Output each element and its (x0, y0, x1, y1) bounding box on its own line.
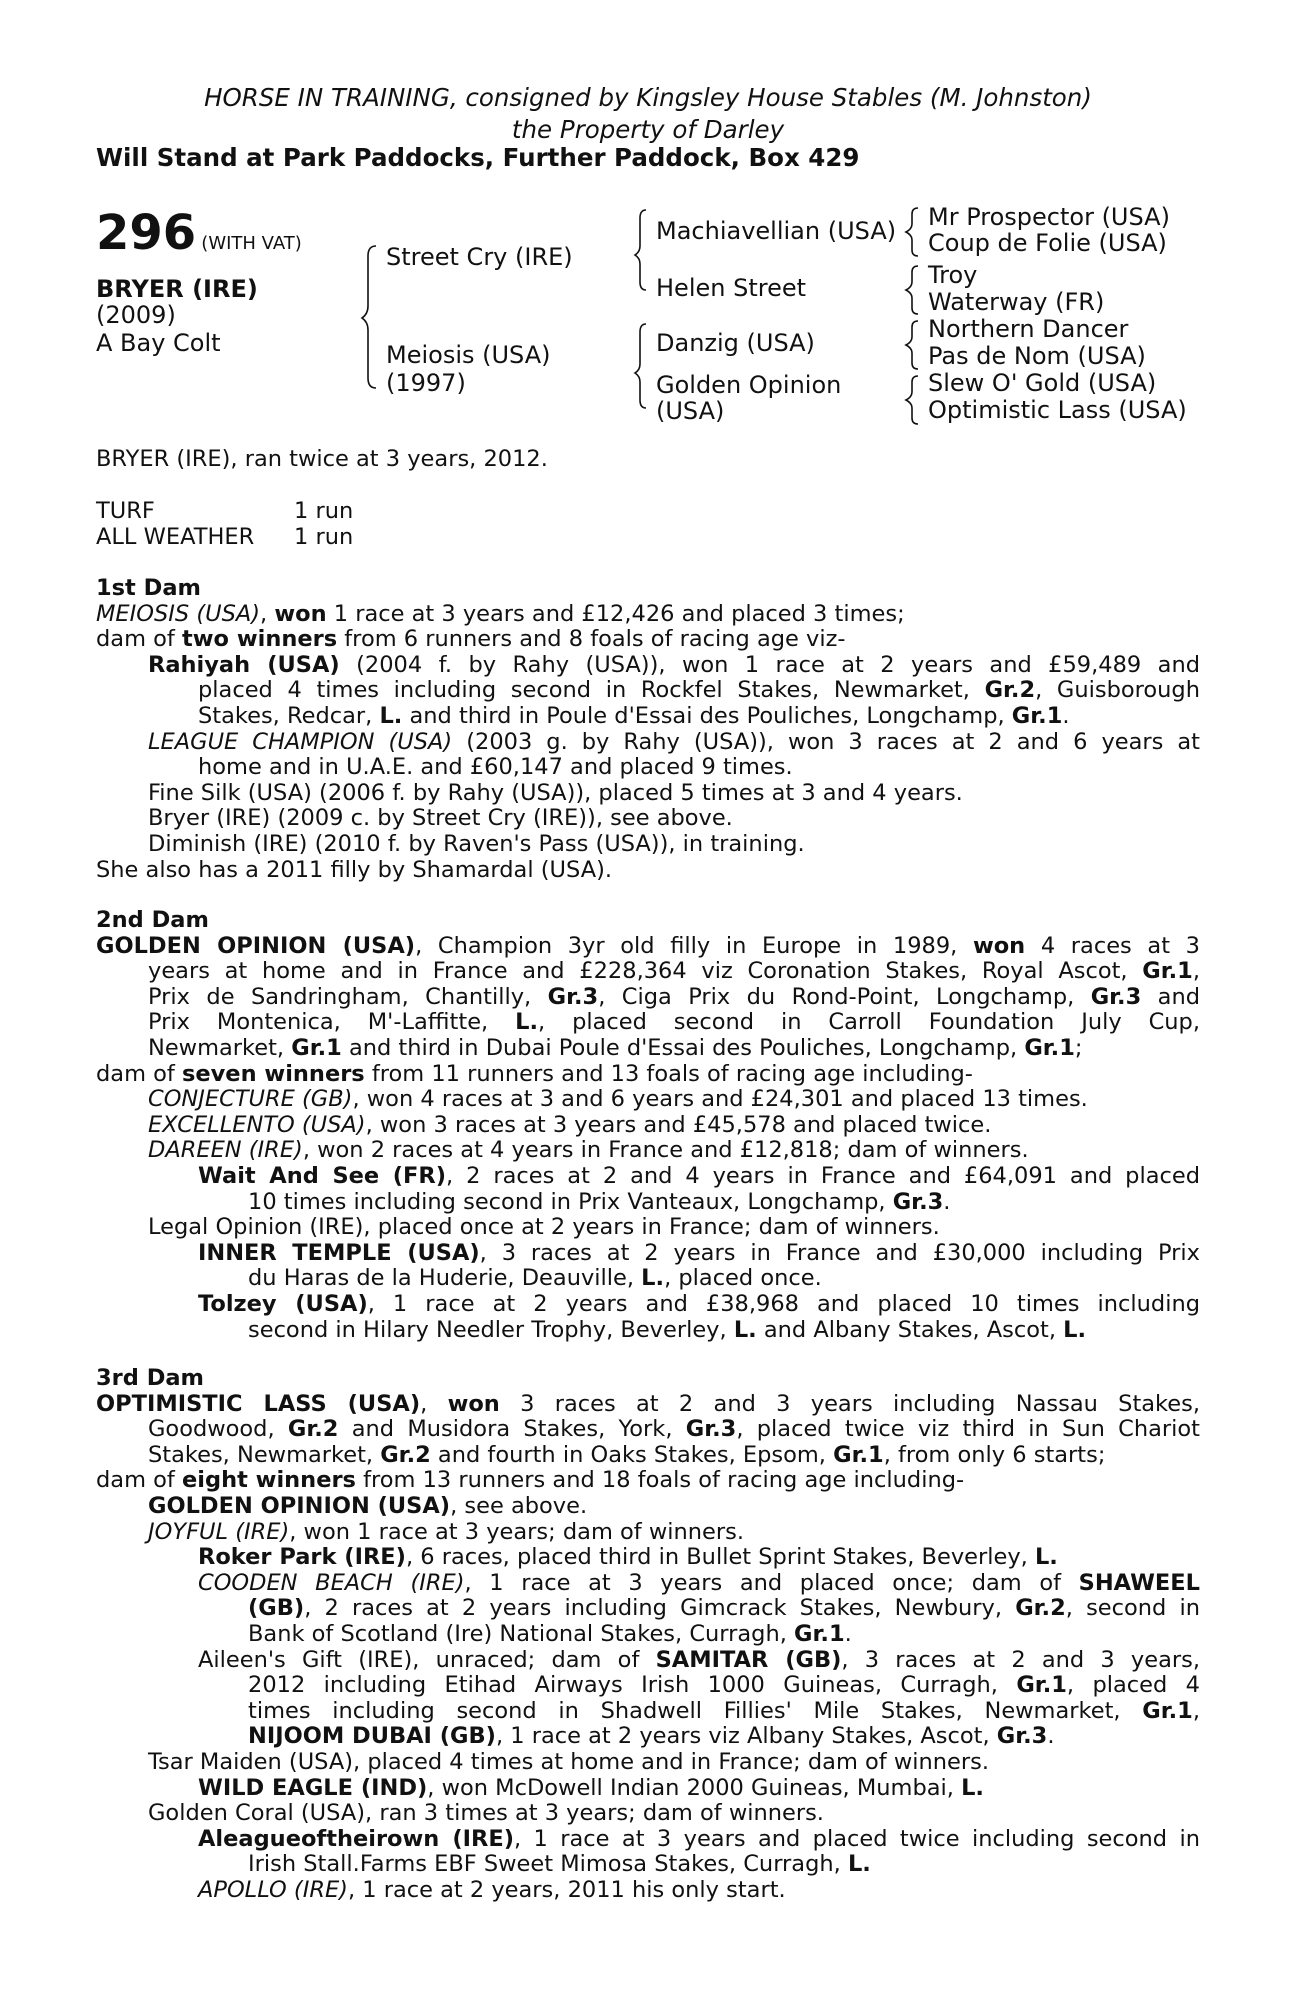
dam3-line-7: Roker Park (IRE), 6 races, placed third in Bullet Sprint Stakes, Beverley, L. (198, 1544, 1058, 1571)
dam1-line-9: Bryer (IRE) (2009 c. by Street Cry (IRE)), see above. (148, 805, 733, 832)
granddam-2: Golden Opinion (656, 371, 842, 399)
dam1-line-7: home and in U.A.E. and £60,147 and placed 9 times. (198, 754, 793, 781)
horse-name: BRYER (IRE) (96, 275, 258, 303)
horse-description: A Bay Colt (96, 329, 221, 357)
dam2-line-9: DAREEN (IRE), won 2 races at 4 years in France and £12,818; dam of winners. (148, 1137, 1029, 1164)
dam1-line-6: LEAGUE CHAMPION (USA) (2003 g. by Rahy (USA)), won 3 races at 2 and 6 years at (148, 728, 1200, 755)
dam2-line-3: Prix de Sandringham, Chantilly, Gr.3, Ciga Prix du Rond-Point, Longchamp, Gr.3 and (148, 983, 1201, 1010)
granddam-1: Helen Street (656, 274, 807, 302)
lot-number: 296 (96, 205, 197, 261)
turf-label: TURF (96, 498, 155, 524)
dam3-line-13: times including second in Shadwell Fillies' Mile Stakes, Newmarket, Gr.1, (248, 1697, 1200, 1724)
first-dam-heading: 1st Dam (96, 575, 201, 601)
great-grandparent-3: Troy (928, 261, 978, 289)
dam3-line-6: JOYFUL (IRE), won 1 race at 3 years; dam of winners. (148, 1518, 744, 1545)
dam2-line-10: Wait And See (FR), 2 races at 2 and 4 years in France and £64,091 and placed (198, 1163, 1200, 1189)
aw-label: ALL WEATHER (96, 524, 255, 550)
dam1-line-5: Stakes, Redcar, L. and third in Poule d'Essai des Pouliches, Longchamp, Gr.1. (198, 703, 1070, 729)
dam3-line-15: Tsar Maiden (USA), placed 4 times at home and in France; dam of winners. (148, 1749, 990, 1775)
dam3-line-11: Aileen's Gift (IRE), unraced; dam of SAMITAR (GB), 3 races at 2 and 3 years, (198, 1646, 1200, 1673)
dam3-line-20: APOLLO (IRE), 1 race at 2 years, 2011 his only start. (198, 1877, 786, 1903)
dam2-line-5: Newmarket, Gr.1 and third in Dubai Poule d'Essai des Pouliches, Longchamp, Gr.1; (148, 1035, 1083, 1061)
dam2-line-1: GOLDEN OPINION (USA), Champion 3yr old filly in Europe in 1989, won 4 races at 3 (96, 932, 1200, 959)
turf-value: 1 run (294, 498, 354, 524)
dam2-line-8: EXCELLENTO (USA), won 3 races at 3 years and £45,578 and placed twice. (148, 1111, 992, 1138)
dam2-line-14: du Haras de la Huderie, Deauville, L., placed once. (248, 1265, 822, 1292)
great-grandparent-7: Slew O' Gold (USA) (928, 369, 1157, 397)
dam2-line-15: Tolzey (USA), 1 race at 2 years and £38,968 and placed 10 times including (198, 1291, 1200, 1317)
dam1-line-11: She also has a 2011 filly by Shamardal (USA). (96, 856, 613, 883)
dam3-line-17: Golden Coral (USA), ran 3 times at 3 years; dam of winners. (148, 1800, 824, 1827)
dam3-line-4: dam of eight winners from 13 runners and 18 foals of racing age including- (96, 1467, 965, 1494)
dam1-line-1: MEIOSIS (USA), won 1 race at 3 years and £12,426 and placed 3 times; (96, 600, 905, 627)
dam3-line-10: Bank of Scotland (Ire) National Stakes, Curragh, Gr.1. (248, 1621, 852, 1647)
grandsire-2: Danzig (USA) (656, 329, 815, 357)
great-grandparent-6: Pas de Nom (USA) (928, 342, 1146, 370)
dam2-line-12: Legal Opinion (IRE), placed once at 2 years in France; dam of winners. (148, 1214, 940, 1241)
dam3-line-18: Aleagueoftheirown (IRE), 1 race at 3 years and placed twice including second in (198, 1825, 1200, 1852)
dam3-line-12: 2012 including Etihad Airways Irish 1000 Guineas, Curragh, Gr.1, placed 4 (248, 1672, 1200, 1699)
dam-year: (1997) (386, 369, 466, 397)
dam3-line-16: WILD EAGLE (IND), won McDowell Indian 2000 Guineas, Mumbai, L. (198, 1774, 984, 1801)
sire: Street Cry (IRE) (386, 243, 573, 271)
great-grandparent-4: Waterway (FR) (928, 288, 1105, 316)
great-grandparent-2: Coup de Folie (USA) (928, 229, 1167, 257)
dam2-line-4: Prix Montenica, M'-Laffitte, L., placed second in Carroll Foundation July Cup, (148, 1009, 1200, 1036)
great-grandparent-8: Optimistic Lass (USA) (928, 396, 1187, 424)
dam1-line-4: placed 4 times including second in Rockfel Stakes, Newmarket, Gr.2, Guisborough (198, 677, 1200, 704)
property-line: the Property of Darley (511, 115, 785, 144)
granddam-2-country: (USA) (656, 397, 725, 425)
dam2-line-13: INNER TEMPLE (USA), 3 races at 2 years in France and £30,000 including Prix (198, 1239, 1200, 1266)
consignment-line: HORSE IN TRAINING, consigned by Kingsley House Stables (M. Johnston) (204, 83, 1092, 112)
dam2-line-6: dam of seven winners from 11 runners and 13 foals of racing age including- (96, 1060, 973, 1087)
record-summary: BRYER (IRE), ran twice at 3 years, 2012. (96, 446, 548, 472)
dam1-line-10: Diminish (IRE) (2010 f. by Raven's Pass (USA)), in training. (148, 831, 805, 857)
dam3-line-9: (GB), 2 races at 2 years including Gimcrack Stakes, Newbury, Gr.2, second in (248, 1595, 1200, 1622)
dam3-line-8: COODEN BEACH (IRE), 1 race at 3 years and placed once; dam of SHAWEEL (198, 1569, 1200, 1596)
dam2-line-2: years at home and in France and £228,364 viz Coronation Stakes, Royal Ascot, Gr.1, (148, 958, 1200, 985)
dam3-line-2: Goodwood, Gr.2 and Musidora Stakes, York, Gr.3, placed twice viz third in Sun Chariot (148, 1416, 1200, 1443)
dam3-line-19: Irish Stall.Farms EBF Sweet Mimosa Stakes, Curragh, L. (248, 1851, 871, 1878)
dam2-line-11: 10 times including second in Prix Vanteaux, Longchamp, Gr.3. (248, 1188, 951, 1215)
vat-note: (WITH VAT) (201, 233, 302, 254)
dam3-line-5: GOLDEN OPINION (USA), see above. (148, 1493, 588, 1519)
dam3-line-14: NIJOOM DUBAI (GB), 1 race at 2 years viz Albany Stakes, Ascot, Gr.3. (248, 1723, 1055, 1750)
dam: Meiosis (USA) (386, 341, 551, 369)
great-grandparent-5: Northern Dancer (928, 315, 1129, 343)
dam2-line-16: second in Hilary Needler Trophy, Beverley, L. and Albany Stakes, Ascot, L. (248, 1316, 1087, 1343)
dam3-line-1: OPTIMISTIC LASS (USA), won 3 races at 2 and 3 years including Nassau Stakes, (96, 1390, 1201, 1417)
foaling-year: (2009) (96, 301, 176, 329)
dam3-line-3: Stakes, Newmarket, Gr.2 and fourth in Oaks Stakes, Epsom, Gr.1, from only 6 starts; (148, 1441, 1106, 1468)
second-dam-heading: 2nd Dam (96, 907, 209, 933)
third-dam-heading: 3rd Dam (96, 1365, 204, 1391)
great-grandparent-1: Mr Prospector (USA) (928, 203, 1170, 231)
location-line: Will Stand at Park Paddocks, Further Paddock, Box 429 (96, 143, 860, 172)
dam1-line-8: Fine Silk (USA) (2006 f. by Rahy (USA)), placed 5 times at 3 and 4 years. (148, 779, 963, 806)
dam1-line-3: Rahiyah (USA) (2004 f. by Rahy (USA)), won 1 race at 2 years and £59,489 and (148, 651, 1200, 678)
dam1-line-2: dam of two winners from 6 runners and 8 foals of racing age viz- (96, 626, 846, 653)
grandsire-1: Machiavellian (USA) (656, 217, 897, 245)
dam2-line-7: CONJECTURE (GB), won 4 races at 3 and 6 years and £24,301 and placed 13 times. (148, 1086, 1088, 1113)
aw-value: 1 run (294, 524, 354, 550)
